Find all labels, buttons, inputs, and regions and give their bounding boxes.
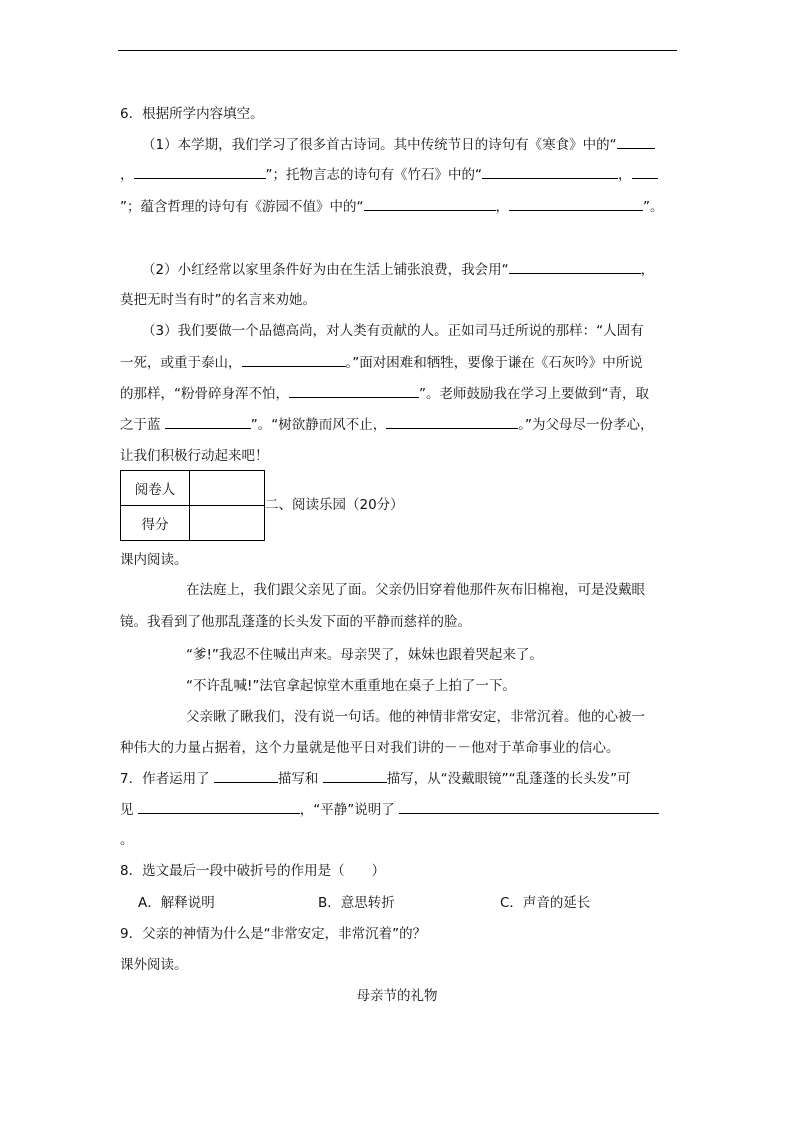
q6-p3-text-8: 。”为父母尽一份孝心，	[518, 417, 654, 433]
answer-blank[interactable]	[509, 261, 641, 274]
passage-para1-line1: 在法庭上，我们跟父亲见了面。父亲仍旧穿着他那件灰布旧棉袍，可是没戴眼	[186, 582, 645, 598]
article-title: 母亲节的礼物	[356, 988, 438, 1004]
q6-p1-text-1: （1）本学期，我们学习了很多首古诗词。其中传统节日的诗句有《寒食》中的“	[142, 137, 617, 153]
answer-blank[interactable]	[632, 166, 658, 179]
answer-blank[interactable]	[509, 198, 643, 211]
answer-blank[interactable]	[482, 166, 618, 179]
q6-p1-text-4: ，	[618, 167, 632, 183]
score-label: 得分	[121, 506, 190, 541]
answer-blank[interactable]	[323, 770, 387, 783]
q7-line1	[120, 770, 631, 787]
q6-part3-line2	[120, 354, 643, 371]
score-table	[120, 470, 265, 541]
inclass-label: 课内阅读。	[120, 552, 188, 568]
q6-p2-text-3: 莫把无时当有时”的名言来劝她。	[120, 292, 316, 308]
q7-text-5: ，“平静”说明了	[299, 802, 395, 818]
answer-blank[interactable]	[289, 385, 419, 398]
q8-option-a[interactable]: A．解释说明	[138, 895, 215, 911]
q8-option-c[interactable]: C．声音的延长	[500, 895, 591, 911]
q6-part1-line1	[142, 136, 655, 153]
q6-part1-line2	[120, 166, 658, 183]
q7-text-4: 见	[120, 802, 134, 818]
q6-p2-text-1: （2）小红经常以家里条件好为由在生活上铺张浪费，我会用“	[142, 262, 509, 278]
answer-blank[interactable]	[138, 801, 300, 814]
q9-title: 9．父亲的神情为什么是“非常安定，非常沉着”的？	[120, 926, 427, 942]
answer-blank[interactable]	[386, 416, 518, 429]
q7-text-2: 描写和	[277, 771, 319, 787]
answer-blank[interactable]	[399, 801, 659, 814]
extra-label: 课外阅读。	[120, 957, 188, 973]
q6-p3-text-2: 一死，或重于泰山，	[120, 355, 242, 371]
answer-blank[interactable]	[242, 354, 346, 367]
passage-para2: “爹!”我忍不住喊出声来。母亲哭了，妹妹也跟着哭起来了。	[186, 647, 543, 663]
q8-title: 8．选文最后一段中破折号的作用是（ ）	[120, 863, 386, 879]
score-cell[interactable]	[190, 506, 265, 541]
q6-p3-text-4: 的那样，“粉骨碎身浑不怕，	[120, 386, 289, 402]
section2-title: 二、阅读乐园（20分）	[265, 497, 404, 513]
reviewer-cell[interactable]	[190, 471, 265, 506]
q6-part3-line4	[120, 416, 654, 433]
q6-p1-text-5: ”；蕴含哲理的诗句有《游园不值》中的“	[120, 199, 364, 215]
answer-blank[interactable]	[364, 198, 496, 211]
q6-part2-line1	[142, 261, 654, 278]
q6-part1-line3	[120, 198, 664, 215]
q6-p3-text-5: ”。老师鼓励我在学习上要做到“青，取	[419, 386, 649, 402]
passage-para4-line1: 父亲瞅了瞅我们，没有说一句话。他的神情非常安定，非常沉着。他的心被一	[186, 709, 645, 725]
q6-title: 6．根据所学内容填空。	[120, 106, 264, 122]
q6-p3-text-9: 让我们积极行动起来吧！	[120, 448, 269, 464]
header-rule	[118, 50, 677, 51]
q8-option-b[interactable]: B．意思转折	[318, 895, 395, 911]
q6-p1-text-6: ，	[495, 199, 509, 215]
passage-para3: “不许乱喊!”法官拿起惊堂木重重地在桌子上拍了一下。	[186, 678, 516, 694]
q7-line2	[120, 801, 659, 818]
q6-p3-text-3: 。”面对困难和牺牲，要像于谦在《石灰吟》中所说	[345, 355, 643, 371]
passage-para4-line2: 种伟大的力量占据着，这个力量就是他平日对我们讲的－－他对于革命事业的信心。	[120, 740, 620, 756]
q6-p1-text-2: ，	[120, 167, 134, 183]
q7-text-3: 描写，从“没戴眼镜”“乱蓬蓬的长头发”可	[386, 771, 631, 787]
q6-p1-text-7: ”。	[643, 199, 664, 215]
answer-blank[interactable]	[134, 166, 266, 179]
q7-end: 。	[120, 832, 134, 848]
q6-p1-text-3: ”；托物言志的诗句有《竹石》中的“	[265, 167, 482, 183]
q6-p2-text-2: ，	[640, 262, 655, 278]
q6-p3-text-6: 之于蓝	[120, 417, 161, 433]
q6-part3-line3	[120, 385, 649, 402]
answer-blank[interactable]	[214, 770, 278, 783]
reviewer-label: 阅卷人	[121, 471, 190, 506]
q6-p3-text-1: （3）我们要做一个品德高尚，对人类有贡献的人。正如司马迁所说的那样：“人固有	[142, 323, 644, 339]
q6-p3-text-7: ”。“树欲静而风不止，	[250, 417, 387, 433]
answer-blank[interactable]	[617, 136, 655, 149]
answer-blank[interactable]	[165, 416, 251, 429]
q7-text-1: 7．作者运用了	[120, 771, 210, 787]
passage-para1-line2: 镜。我看到了他那乱蓬蓬的长头发下面的平静而慈祥的脸。	[120, 614, 471, 630]
